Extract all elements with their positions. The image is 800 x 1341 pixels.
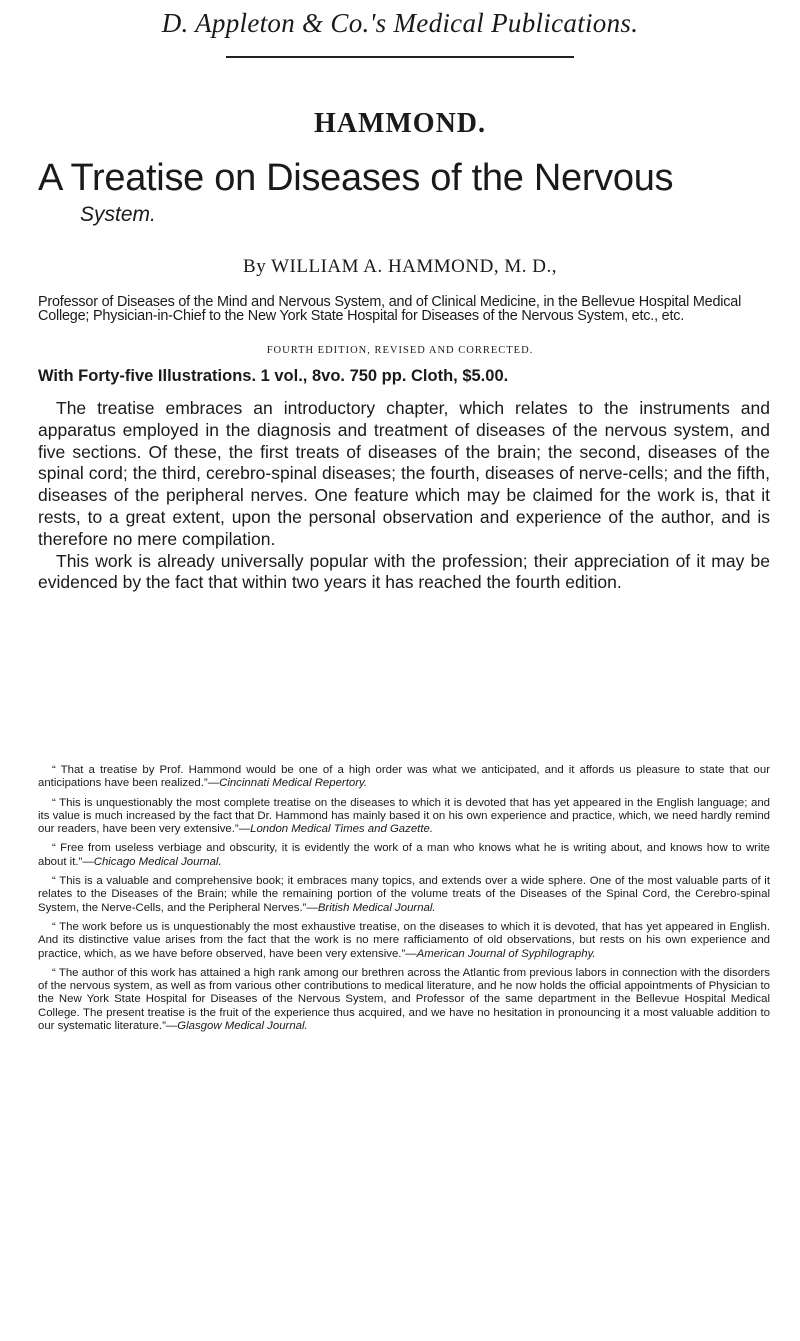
review-source: British Medical Journal. bbox=[317, 901, 436, 914]
edition-note: FOURTH EDITION, REVISED AND CORRECTED. bbox=[266, 345, 534, 356]
review-text: “ This is a valuable and comprehensive book; it embraces many topics, and extends over a wide sphere. One of the most valuable parts of it relates to the Diseases of the Brain; while the remaining portion of the volume treats of the Diseases of the Spinal Cord, the Cerebro-spinal System, the Nerve-Cells, and the Peripheral Nerves.”— bbox=[38, 875, 770, 914]
press-reviews bbox=[38, 764, 770, 1039]
author-credentials: Professor of Diseases of the Mind and Nervous System, and of Clinical Medicine, in the Bellevue Hospital Medical College; Physician-in-Chief to the New York State Hospital for Diseases of the Nervous System, etc., etc. bbox=[38, 294, 742, 324]
running-head: D. Appleton & Co.'s Medical Publications. bbox=[161, 8, 639, 38]
review-text: “ The author of this work has attained a high rank among our brethren across the Atlantic from previous labors in connection with the disorders of the nervous system, as well as from various other contributions to medical literature, and he now holds the official appointments of Physician to the New York State Hospital for Diseases of the Nervous System, and Professor of the same department in the Bellevue Hospital Medical College. The present treatise is the fruit of the experience thus acquired, and we have no hesitation in pronouncing it a most valuable addition to our systematic literature.”— bbox=[38, 966, 770, 1033]
book-title: A Treatise on Diseases of the Nervous bbox=[38, 157, 674, 199]
review-quote bbox=[38, 797, 770, 837]
description-paragraph: This work is already universally popular with the profession; their appreciation of it may be evidenced by the fact that within two years it has reached the fourth edition. bbox=[38, 550, 770, 593]
review-text: “ The work before us is unquestionably the most exhaustive treatise, on the diseases to which it is devoted, that has yet appeared in English. And its distinctive value arises from the fact that the work is no mere rafficiamento of old observations, but rests on his own experience and practice, which, as we have before observed, have been very extensive.”— bbox=[38, 920, 770, 960]
review-quote bbox=[38, 764, 770, 791]
review-source: Cincinnati Medical Repertory. bbox=[219, 777, 368, 790]
review-quote bbox=[38, 842, 770, 869]
review-text: “ That a treatise by Prof. Hammond would be one of a high order was what we anticipated, and it affords us pleasure to state that our anticipations have been realized.”— bbox=[38, 764, 770, 790]
book-title-continuation: System. bbox=[80, 203, 156, 226]
review-quote bbox=[38, 875, 770, 915]
publication-details: With Forty-five Illustrations. 1 vol., 8vo. 750 pp. Cloth, $5.00. bbox=[38, 367, 509, 385]
book-description bbox=[38, 398, 770, 594]
review-source: American Journal of Syphilography. bbox=[416, 947, 596, 960]
description-paragraph: The treatise embraces an introductory chapter, which relates to the instruments and apparatus employed in the diagnosis and treatment of diseases of the nervous system, and five sections. Of these, the first treats of diseases of the brain; the second, diseases of the spinal cord; the third, cerebro-spinal diseases; the fourth, diseases of nerve-cells; and the fifth, diseases of the peripheral nerves. One feature which may be claimed for the work is, that it rests, to a great extent, upon the personal observation and experience of the author, and is therefore no mere compilation. bbox=[38, 398, 770, 549]
author-byline: By WILLIAM A. HAMMOND, M. D., bbox=[243, 256, 557, 277]
review-quote bbox=[38, 921, 770, 961]
author-heading: HAMMOND. bbox=[313, 108, 487, 139]
review-source: London Medical Times and Gazette. bbox=[250, 823, 433, 836]
review-source: Glasgow Medical Journal. bbox=[177, 1020, 308, 1033]
review-source: Chicago Medical Journal. bbox=[93, 855, 222, 868]
review-quote bbox=[38, 967, 770, 1033]
review-text: “ Free from useless verbiage and obscurity, it is evidently the work of a man who knows what he is writing about, and knows how to write about it.”— bbox=[38, 842, 770, 868]
review-text: “ This is unquestionably the most complete treatise on the diseases to which it is devoted that has yet appeared in the English language; and its value is much increased by the fact that Dr. Hammond has mainly based it on his own experience and practice, which, we need hardly remind our readers, have been very extensive.”— bbox=[38, 796, 770, 836]
running-head-rule bbox=[226, 56, 574, 58]
